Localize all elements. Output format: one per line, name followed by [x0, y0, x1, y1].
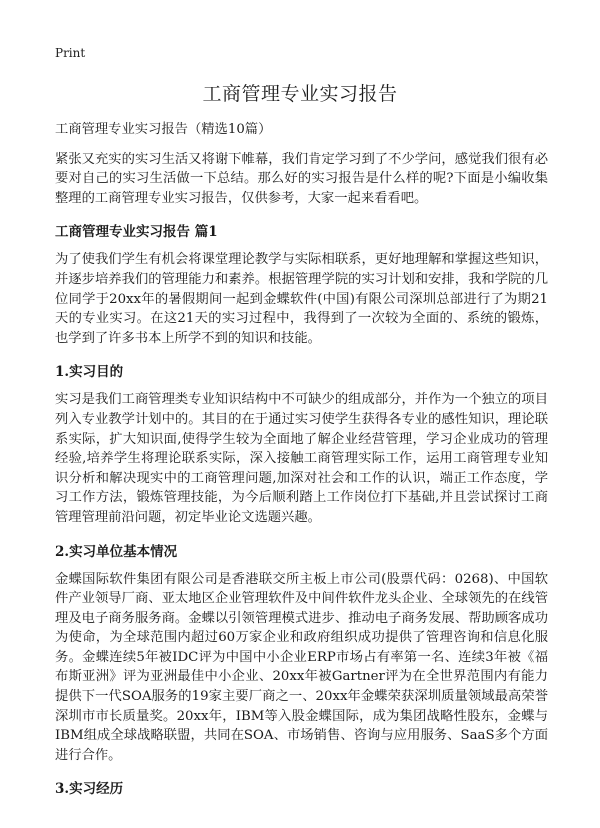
- section-4: [55, 779, 548, 799]
- document-title: 工商管理专业实习报告: [202, 83, 398, 105]
- section-3: [55, 542, 548, 766]
- section-text: 实习是我们工商管理类专业知识结构中不可缺少的组成部分，并作为一个独立的项目列入专业教学计划中的。其目的在于通过实习使学生获得各专业的感性知识，理论联系实际，扩大知识面,使得学生较为全面地了解企业经营管理，学习企业成功的管理经验,培养学生将理论联系实际，深入接触工商管理实际工作，运用工商管理专业知识分析和解决现实中的工商管理问题,加深对社会和工作的认识，端正工作态度，学习工作方法，锻炼管理技能，为今后顺利踏上工作岗位打下基础,并且尝试探讨工商管理管理前沿问题，初定毕业论文选题兴趣。: [55, 392, 548, 525]
- section-heading: 3.实习经历: [55, 781, 124, 798]
- section-text: 为了使我们学生有机会将课堂理论教学与实际相联系，更好地理解和掌握这些知识，并逐步培养我们的管理能力和素养。根据管理学院的实习计划和安排，我和学院的几位同学于20xx年的暑假期间一起到金蝶软件(中国)有限公司深圳总部进行了为期21天的专业实习。在这21天的实习过程中，我得到了一次较为全面的、系统的锻炼，也学到了许多书本上所学不到的知识和技能。: [55, 252, 548, 346]
- document-subtitle: 工商管理专业实习报告（精选10篇）: [55, 122, 272, 137]
- section-2: [55, 362, 548, 527]
- document-body: [55, 120, 548, 813]
- section-heading: 工商管理专业实习报告 篇1: [55, 224, 218, 241]
- intro-paragraph: 紧张又充实的实习生活又将谢下帷幕，我们肯定学习到了不少学问，感觉我们很有必要对自己的实习生活做一下总结。那么好的实习报告是什么样的呢?下面是小编收集整理的工商管理专业实习报告，仅供参考，大家一起来看看吧。: [55, 151, 548, 206]
- print-link[interactable]: Print: [55, 46, 86, 60]
- section-1: [55, 222, 548, 348]
- section-heading: 1.实习目的: [55, 364, 124, 381]
- section-text: 金蝶国际软件集团有限公司是香港联交所主板上市公司(股票代码：0268)、中国软件产业领导厂商、亚太地区企业管理软件及中间件软件龙头企业、全球领先的在线管理及电子商务服务商。金蝶以引领管理模式进步、推动电子商务发展、帮助顾客成功为使命，为全球范围内超过60万家企业和政府组织成功提供了管理咨询和信息化服务。金蝶连续5年被IDC评为中国中小企业ERP市场占有率第一名、连续3年被《福布斯亚洲》评为亚洲最佳中小企业、20xx年被Gartner评为在全世界范围内有能力提供下一代SOA服务的19家主要厂商之一、20xx年金蝶荣获深圳质量领域最高荣誉深圳市市长质量奖。20xx年，IBM等入股金蝶国际，成为集团战略性股东，金蝶与IBM组成全球战略联盟，共同在SOA、市场销售、咨询与应用服务、SaaS多个方面进行合作。: [55, 571, 548, 763]
- section-heading: 2.实习单位基本情况: [55, 543, 178, 560]
